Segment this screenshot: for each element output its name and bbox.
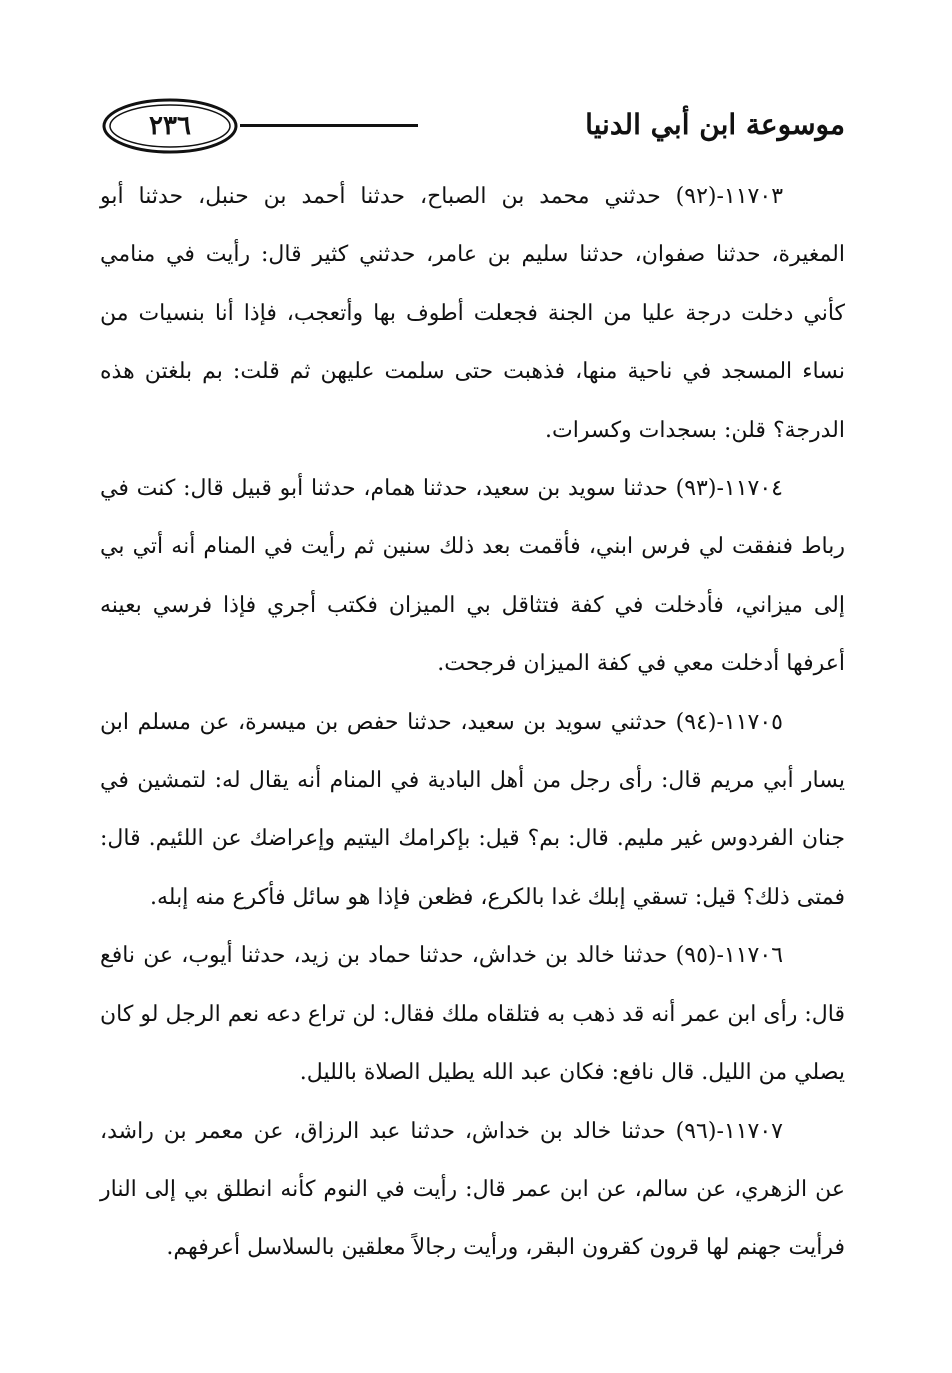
entry-text: حدثني محمد بن الصباح، حدثنا أحمد بن حنبل، حدثنا أبو المغيرة، حدثنا صفوان، حدثنا سليم بن عامر، حدثني كثير قال: رأيت في منامي كأني دخلت درجة عليا من الجنة فجعلت أطوف بها وأتعجب، فإذا أنا بنسيات من نساء المسجد في ناحية منها، فذهبت حتى سلمت عليهن ثم قلت: بم بلغتن هذه الدرجة؟ قلن: بسجدات وكسرات. (100, 184, 845, 443)
entry-number: ١١٧٠٣-(٩٢) (675, 184, 784, 209)
entry-text: حدثنا سويد بن سعيد، حدثنا همام، حدثنا أبو قبيل قال: كنت في رباط فنفقت لي فرس ابني، فأقمت بعد ذلك سنين ثم رأيت في المنام أنه أتي بي إلى ميزاني، فأدخلت في كفة فتثاقل بي الميزان فكتب أجري فإذا فرسي بعينه أعرفها أدخلت معي في كفة الميزان فرجحت. (100, 476, 845, 677)
hadith-entry (100, 460, 845, 694)
entry-number: ١١٧٠٧-(٩٦) (675, 1118, 783, 1144)
hadith-entry (100, 1103, 845, 1278)
page-number-frame (100, 96, 240, 156)
page-number: ٢٣٦ (149, 111, 191, 141)
entry-text: حدثنا خالد بن خداش، حدثنا حماد بن زيد، حدثنا أيوب، عن نافع قال: رأى ابن عمر أنه قد ذهب به فتلقاه ملك فقال: لن تراع دعه نعم الرجل لو كان يصلي من الليل. قال نافع: فكان عبد الله يطيل الصلاة بالليل. (100, 943, 845, 1086)
header-rule (240, 124, 418, 127)
hadith-entry (100, 694, 845, 928)
entry-text: حدثنا خالد بن خداش، حدثنا عبد الرزاق، عن معمر بن راشد، عن الزهري، عن سالم، عن ابن عمر قال: رأيت في النوم كأنه انطلق بي إلى النار فرأيت جهنم لها قرون كقرون البقر، ورأيت رجالاً معلقين بالسلاسل أعرفهم. (100, 1118, 845, 1261)
page-header (100, 96, 845, 156)
entry-text: حدثني سويد بن سعيد، حدثنا حفص بن ميسرة، عن مسلم ابن يسار أبي مريم قال: رأى رجل من أهل البادية في المنام أنه يقال له: لتمشين في جنان الفردوس غير مليم. قال: بم؟ قيل: بإكرامك اليتيم وإعراضك عن اللئيم. قال: فمتى ذلك؟ قيل: تسقي إبلك غدا بالكرع، فظعن فإذا هو سائل فأكرع منه إبله. (100, 709, 846, 910)
hadith-entry (100, 927, 845, 1102)
entry-number: ١١٧٠٦-(٩٥) (675, 943, 784, 969)
book-title: موسوعة ابن أبي الدنيا (585, 108, 845, 141)
page-body (100, 168, 845, 1278)
hadith-entry (100, 168, 845, 460)
entry-number: ١١٧٠٥-(٩٤) (675, 709, 783, 735)
entry-number: ١١٧٠٤-(٩٣) (675, 476, 783, 502)
